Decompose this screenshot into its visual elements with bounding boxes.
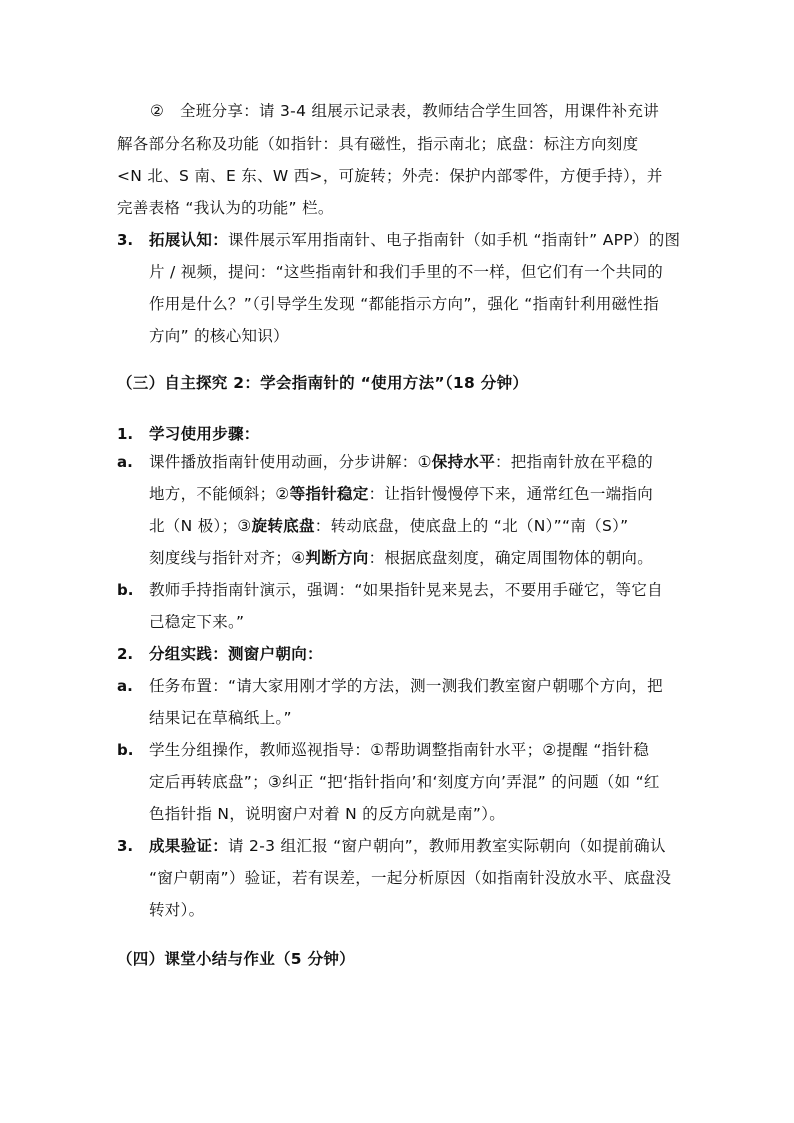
b2-line-3: 色指针指 N，说明窗户对着 N 的反方向就是南”）。 [149,805,506,823]
item-letter: a. [117,453,133,471]
rotate-dial-label: 旋转底盘 [251,517,315,535]
a1-text: 课件播放指南针使用动画，分步讲解：① [149,453,432,471]
a1-text: ：让指针慢慢停下来，通常红色一端指向 [368,485,654,503]
a1-text: 地方，不能倾斜；② [149,485,290,503]
section-heading-3: （三）自主探究 2：学会指南针的 “使用方法”（18 分钟） [117,374,529,392]
step2-label: 分组实践：测窗户朝向： [149,645,323,663]
item-letter: a. [117,677,133,695]
item-number: 3. [117,837,134,855]
b1-line-1: 教师手持指南针演示，强调：“如果指针晃来晃去，不要用手碰它，等它自 [149,581,663,599]
a1-text: ：根据底盘刻度，确定周围物体的朝向。 [368,549,654,567]
b2-line-1: 学生分组操作，教师巡视指导：①帮助调整指南针水平；②提醒 “指针稳 [149,741,650,759]
item-number: 3. [117,231,134,249]
a1-text: ：把指南针放在平稳的 [495,453,654,471]
step3-line-3: 转对）。 [149,901,205,919]
a1-text: 北（N 极）；③ [149,517,252,535]
item-letter: b. [117,581,134,599]
wait-stable-label: 等指针稳定 [289,485,369,503]
extend-line-4: 方向” 的核心知识） [149,327,289,345]
a1-line-2 [149,484,653,504]
share-line-2: 解各部分名称及功能（如指针：具有磁性，指示南北；底盘：标注方向刻度 [117,135,639,153]
item-number: 2. [117,645,134,663]
step3-line-1 [149,836,666,856]
extend-line-1 [149,230,680,250]
share-line-4: 完善表格 “我认为的功能” 栏。 [117,199,334,217]
step3-text: 请 2-3 组汇报 “窗户朝向”，教师用教室实际朝向（如提前确认 [228,837,666,855]
step3-label: 成果验证： [149,837,229,855]
extend-text: 课件展示军用指南针、电子指南针（如手机 “指南针” APP）的图 [228,231,681,249]
b1-line-2: 己稳定下来。” [149,613,245,631]
a1-line-4 [149,548,653,568]
a1-line-1 [149,452,653,472]
step3-line-2: “窗户朝南”）验证，若有误差，一起分析原因（如指南针没放水平、底盘没 [149,869,672,887]
a2-line-2: 结果记在草稿纸上。” [149,709,292,727]
share-line-1: ② 全班分享：请 3-4 组展示记录表，教师结合学生回答，用课件补充讲 [150,102,660,120]
judge-direction-label: 判断方向 [305,549,369,567]
b2-line-2: 定后再转底盘”；③纠正 “把‘指针指向’和‘刻度方向’弄混” 的问题（如 “红 [149,773,660,791]
step1-label: 学习使用步骤： [149,425,260,443]
a2-line-1: 任务布置：“请大家用刚才学的方法，测一测我们教室窗户朝哪个方向，把 [149,677,663,695]
a1-text: ：转动底盘，使底盘上的 “北（N）”“南（S）” [314,517,629,535]
item-letter: b. [117,741,134,759]
item-number: 1. [117,425,134,443]
extend-line-2: 片 / 视频，提问：“这些指南针和我们手里的不一样，但它们有一个共同的 [149,263,664,281]
share-line-3: <N 北、S 南、E 东、W 西>，可旋转；外壳：保护内部零件，方便手持），并 [117,167,663,185]
extend-line-3: 作用是什么？”（引导学生发现 “都能指示方向”，强化 “指南针利用磁性指 [149,295,660,313]
a1-line-3 [149,516,628,536]
section-heading-4: （四）课堂小结与作业（5 分钟） [117,950,355,968]
a1-text: 刻度线与指针对齐；④ [149,549,306,567]
keep-level-label: 保持水平 [431,453,495,471]
extend-label: 拓展认知： [149,231,229,249]
